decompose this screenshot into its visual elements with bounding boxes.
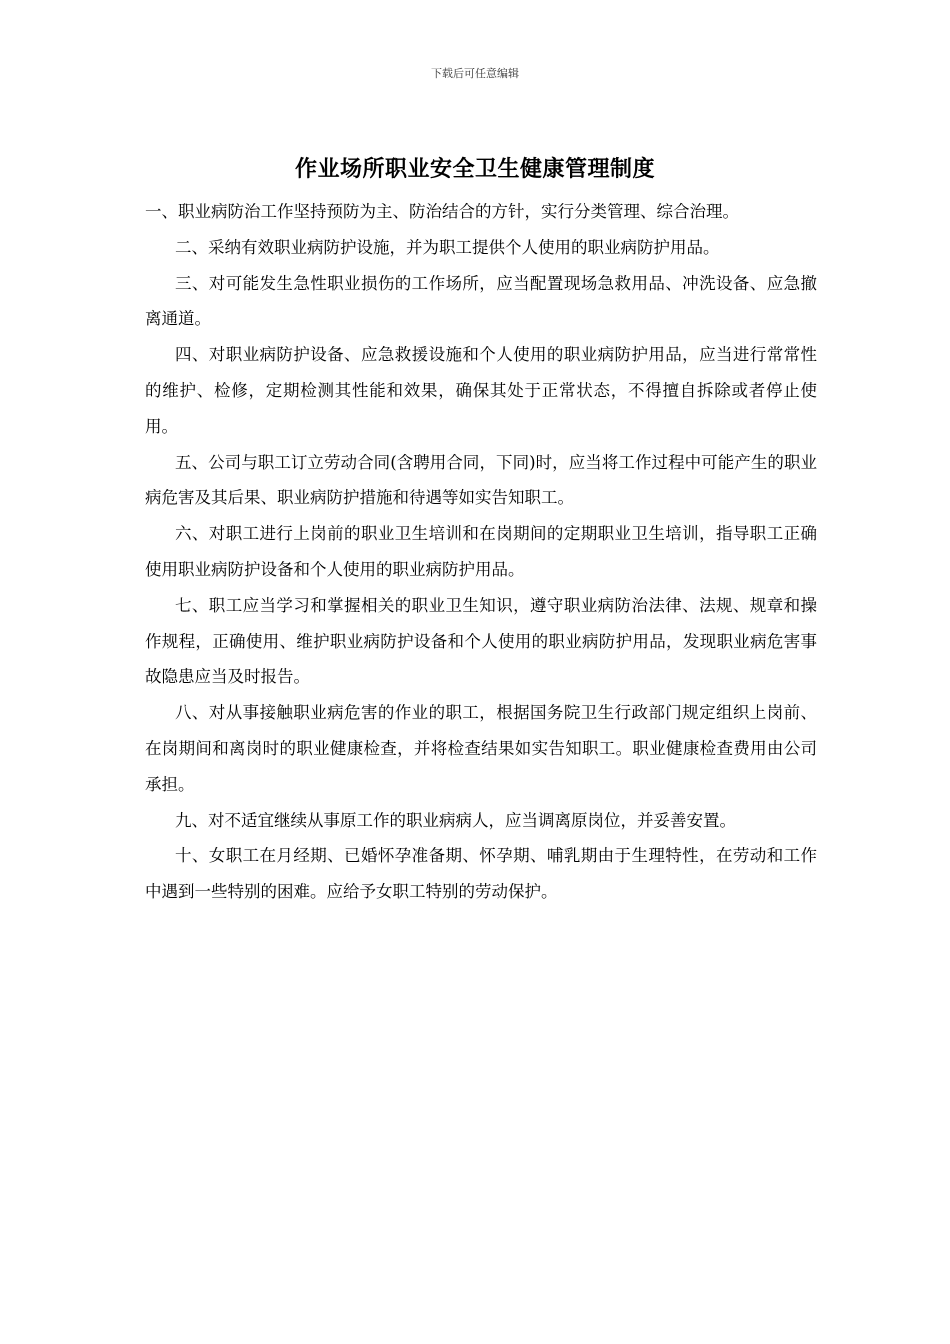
document-body xyxy=(145,194,817,910)
paragraph-5: 五、公司与职工订立劳动合同(含聘用合同，下同)时，应当将工作过程中可能产生的职业病危害及其后果、职业病防护措施和待遇等如实告知职工。 xyxy=(145,452,817,508)
paragraph-10: 十、女职工在月经期、已婚怀孕准备期、怀孕期、哺乳期由于生理特性，在劳动和工作中遇到一些特别的困难。应给予女职工特别的劳动保护。 xyxy=(145,846,817,902)
paragraph-9: 九、对不适宜继续从事原工作的职业病病人，应当调离原岗位，并妥善安置。 xyxy=(175,810,736,830)
paragraph-8: 八、对从事接触职业病危害的作业的职工，根据国务院卫生行政部门规定组织上岗前、在岗期间和离岗时的职业健康检查，并将检查结果如实告知职工。职业健康检查费用由公司承担。 xyxy=(145,703,817,794)
document-title: 作业场所职业安全卫生健康管理制度 xyxy=(294,156,655,182)
paragraph-4: 四、对职业病防护设备、应急救援设施和个人使用的职业病防护用品，应当进行常常性的维护、检修，定期检测其性能和效果，确保其处于正常状态，不得擅自拆除或者停止使用。 xyxy=(145,345,817,436)
paragraph-7: 七、职工应当学习和掌握相关的职业卫生知识，遵守职业病防治法律、法规、规章和操作规程，正确使用、维护职业病防护设备和个人使用的职业病防护用品，发现职业病危害事故隐患应当及时报告。 xyxy=(145,595,817,687)
paragraph-3: 三、对可能发生急性职业损伤的工作场所，应当配置现场急救用品、冲洗设备、应急撤离通道。 xyxy=(145,273,817,329)
paragraph-2: 二、采纳有效职业病防护设施，并为职工提供个人使用的职业病防护用品。 xyxy=(175,237,720,257)
paragraph-6: 六、对职工进行上岗前的职业卫生培训和在岗期间的定期职业卫生培训，指导职工正确使用职业病防护设备和个人使用的职业病防护用品。 xyxy=(145,524,817,579)
header-note: 下载后可任意编辑 xyxy=(431,67,519,80)
paragraph-1: 一、职业病防治工作坚持预防为主、防治结合的方针，实行分类管理、综合治理。 xyxy=(145,202,739,221)
